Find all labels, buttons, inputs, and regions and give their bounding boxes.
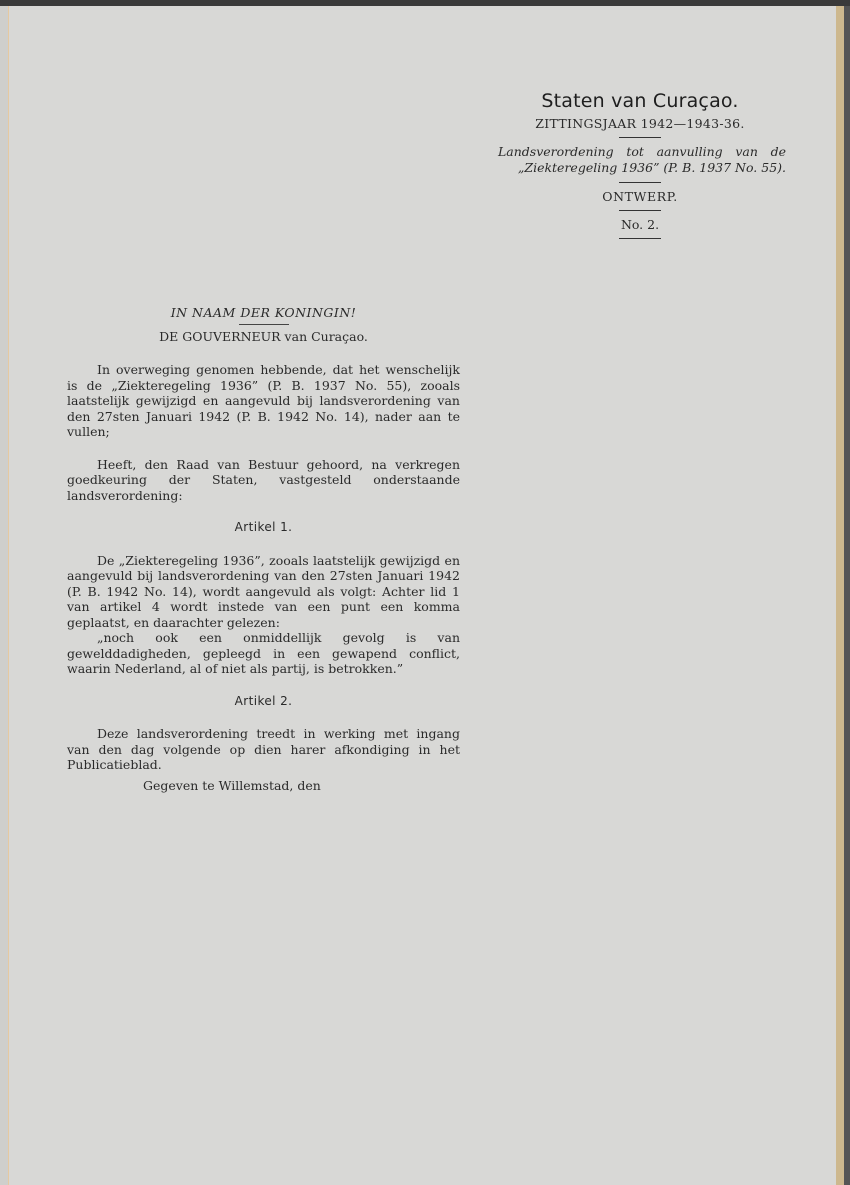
header-divider xyxy=(619,137,661,138)
scan-right-shadow xyxy=(844,6,850,1185)
header-divider xyxy=(619,238,661,239)
salutation-divider xyxy=(239,324,289,325)
article-1-heading: Artikel 1. xyxy=(234,520,293,534)
given-at-line: Gegeven te Willemstad, den xyxy=(143,777,321,793)
governor-line: DE GOUVERNEUR van Curaçao. xyxy=(159,328,368,344)
salutation: IN NAAM DER KONINGIN! xyxy=(170,305,357,320)
enactment-paragraph: Heeft, den Raad van Bestuur gehoord, na verkregen goedkeuring der Staten, vastgesteld onderstaande landsverordening: xyxy=(67,456,460,503)
document-header xyxy=(490,90,790,245)
article-2-text: Deze landsverordening treedt in werking met ingang van den dag volgende op dien harer afkondiging in het Publicatieblad. xyxy=(67,726,460,772)
session-year: ZITTINGSJAAR 1942—1943-36. xyxy=(535,116,745,131)
document-number: No. 2. xyxy=(620,217,660,232)
article-2-heading: Artikel 2. xyxy=(234,693,293,708)
org-name: Staten van Curaçao. xyxy=(541,90,739,112)
article-1-text: De „Ziekteregeling 1936”, zooals laatstelijk gewijzigd en aangevuld bij landsverordening van den 27sten Januari 1942 (P. B. 1942 No. 14), wordt aangevuld als volgt: Achter lid 1 van artikel 4 wordt instede van een punt een komma geplaatst, en daarachter gelezen: xyxy=(67,552,460,630)
document-body xyxy=(67,305,460,793)
header-divider xyxy=(619,182,661,183)
document-subject: Landsverordening tot aanvulling van de „Ziekteregeling 1936” (P. B. 1937 No. 55). xyxy=(498,144,786,175)
preamble-paragraph: In overweging genomen hebbende, dat het wenschelijk is de „Ziekteregeling 1936” (P. B. 1937 No. 55), zooals laatstelijk gewijzigd en aangevuld bij landsverordening van den 27sten Januari 1942 (P. B. 1942 No. 14), nader aan te vullen; xyxy=(67,362,460,439)
article-1-quote: „noch ook een onmiddellijk gevolg is van gewelddadigheden, gepleegd in een gewapend conflict, waarin Nederland, al of niet als partij, is betrokken.” xyxy=(67,630,460,676)
header-divider xyxy=(619,210,661,211)
draft-label: ONTWERP. xyxy=(602,189,678,204)
